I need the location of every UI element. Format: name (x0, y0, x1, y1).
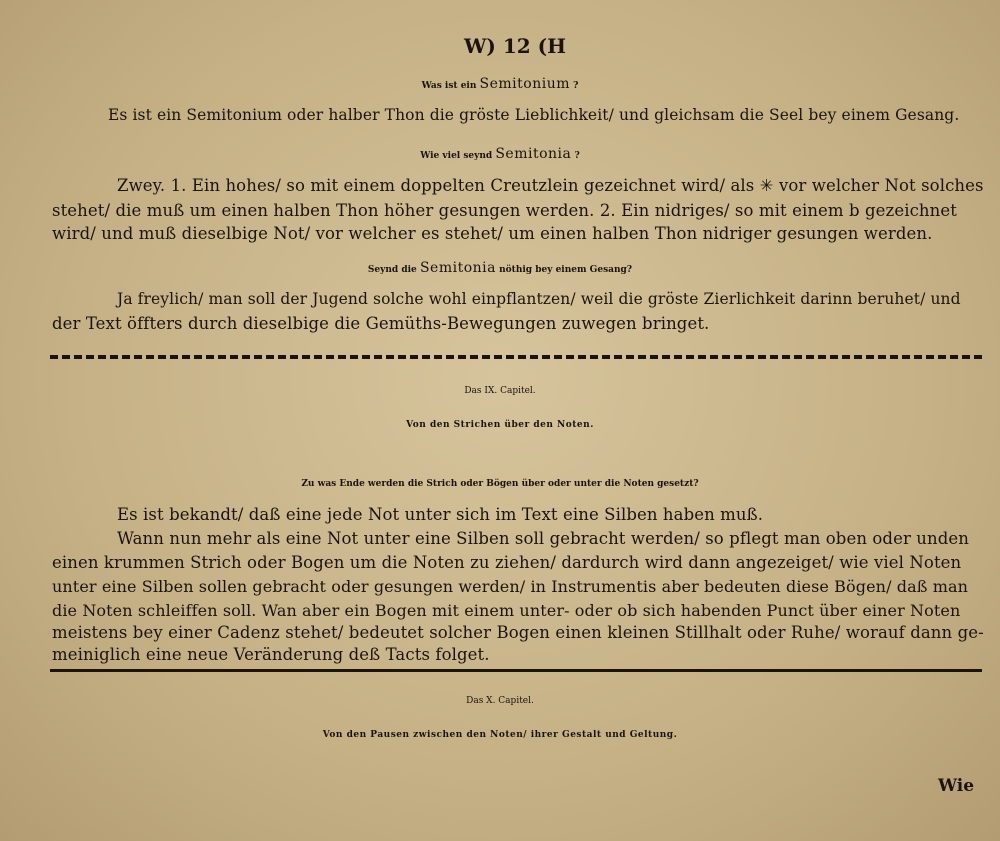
question-semitonia-necessary (0, 260, 1000, 276)
question-prefix: Seynd die (367, 265, 417, 275)
question-term: Semitonia (495, 146, 572, 162)
chapter-9-line: meiniglich eine neue Veränderung deß Tacts folget. (52, 645, 490, 664)
answer-line: wird/ und muß dieselbige Not/ vor welcher es stehet/ um einen halben Thon nidriger gesungen werden. (52, 224, 933, 243)
page-number: W) 12 (H (463, 34, 567, 58)
answer-line: stehet/ die muß um einen halben Thon höher gesungen werden. 2. Ein nidriges/ so mit einem b gezeichnet (52, 201, 957, 220)
chapter-9-title: Von den Strichen über den Noten. (406, 420, 594, 430)
question-how-many-semitonia (0, 146, 1000, 162)
answer-line: Zwey. 1. Ein hohes/ so mit einem doppelten Creutzlein gezeichnet wird/ als ✳ vor welcher Not solches (117, 176, 984, 195)
chapter-9-heading: Das IX. Capitel. (464, 386, 536, 396)
chapter-9-line: einen krummen Strich oder Bogen um die Noten zu ziehen/ dardurch wird dann angezeiget/ wie viel Noten (52, 553, 962, 572)
chapter-9-line: die Noten schleiffen soll. Wan aber ein Bogen mit einem unter- oder ob sich habenden Punct über einer Noten (52, 601, 961, 620)
question-suffix: ? (574, 151, 580, 161)
question-suffix: ? (573, 81, 579, 91)
catchword: Wie (938, 776, 975, 796)
question-term: Semitonia (419, 260, 496, 276)
answer-line: Ja freylich/ man soll der Jugend solche wohl einpflantzen/ weil die gröste Zierlichkeit darinn beruhet/ und (117, 290, 961, 308)
chapter-9-question: Zu was Ende werden die Strich oder Bögen über oder unter die Noten gesetzt? (301, 479, 699, 489)
chapter-10-title: Von den Pausen zwischen den Noten/ ihrer Gestalt und Geltung. (322, 730, 678, 740)
section-divider (50, 355, 982, 359)
question-prefix: Was ist ein (421, 81, 477, 91)
chapter-9-line: Es ist bekandt/ daß eine jede Not unter sich im Text eine Silben haben muß. (117, 505, 764, 524)
chapter-9-line: unter eine Silben sollen gebracht oder gesungen werden/ in Instrumentis aber bedeuten diese Bögen/ daß man (52, 577, 969, 596)
chapter-10-heading: Das X. Capitel. (466, 696, 534, 706)
chapter-9-line: meistens bey einer Cadenz stehet/ bedeutet solcher Bogen einen kleinen Stillhalt oder Ruhe/ worauf dann ge- (52, 623, 984, 642)
question-prefix: Wie viel seynd (420, 151, 493, 161)
section-divider (50, 669, 982, 672)
answer-semitonium: Es ist ein Semitonium oder halber Thon die gröste Lieblichkeit/ und gleichsam die Seel bey einem Gesang. (108, 106, 960, 124)
question-term: Semitonium (479, 76, 571, 92)
question-suffix: nöthig bey einem Gesang? (499, 265, 633, 275)
question-semitonium (0, 76, 1000, 92)
answer-line: der Text öffters durch dieselbige die Gemüths-Bewegungen zuwegen bringet. (52, 314, 710, 333)
chapter-9-line: Wann nun mehr als eine Not unter eine Silben soll gebracht werden/ so pflegt man oben oder unden (117, 529, 969, 548)
